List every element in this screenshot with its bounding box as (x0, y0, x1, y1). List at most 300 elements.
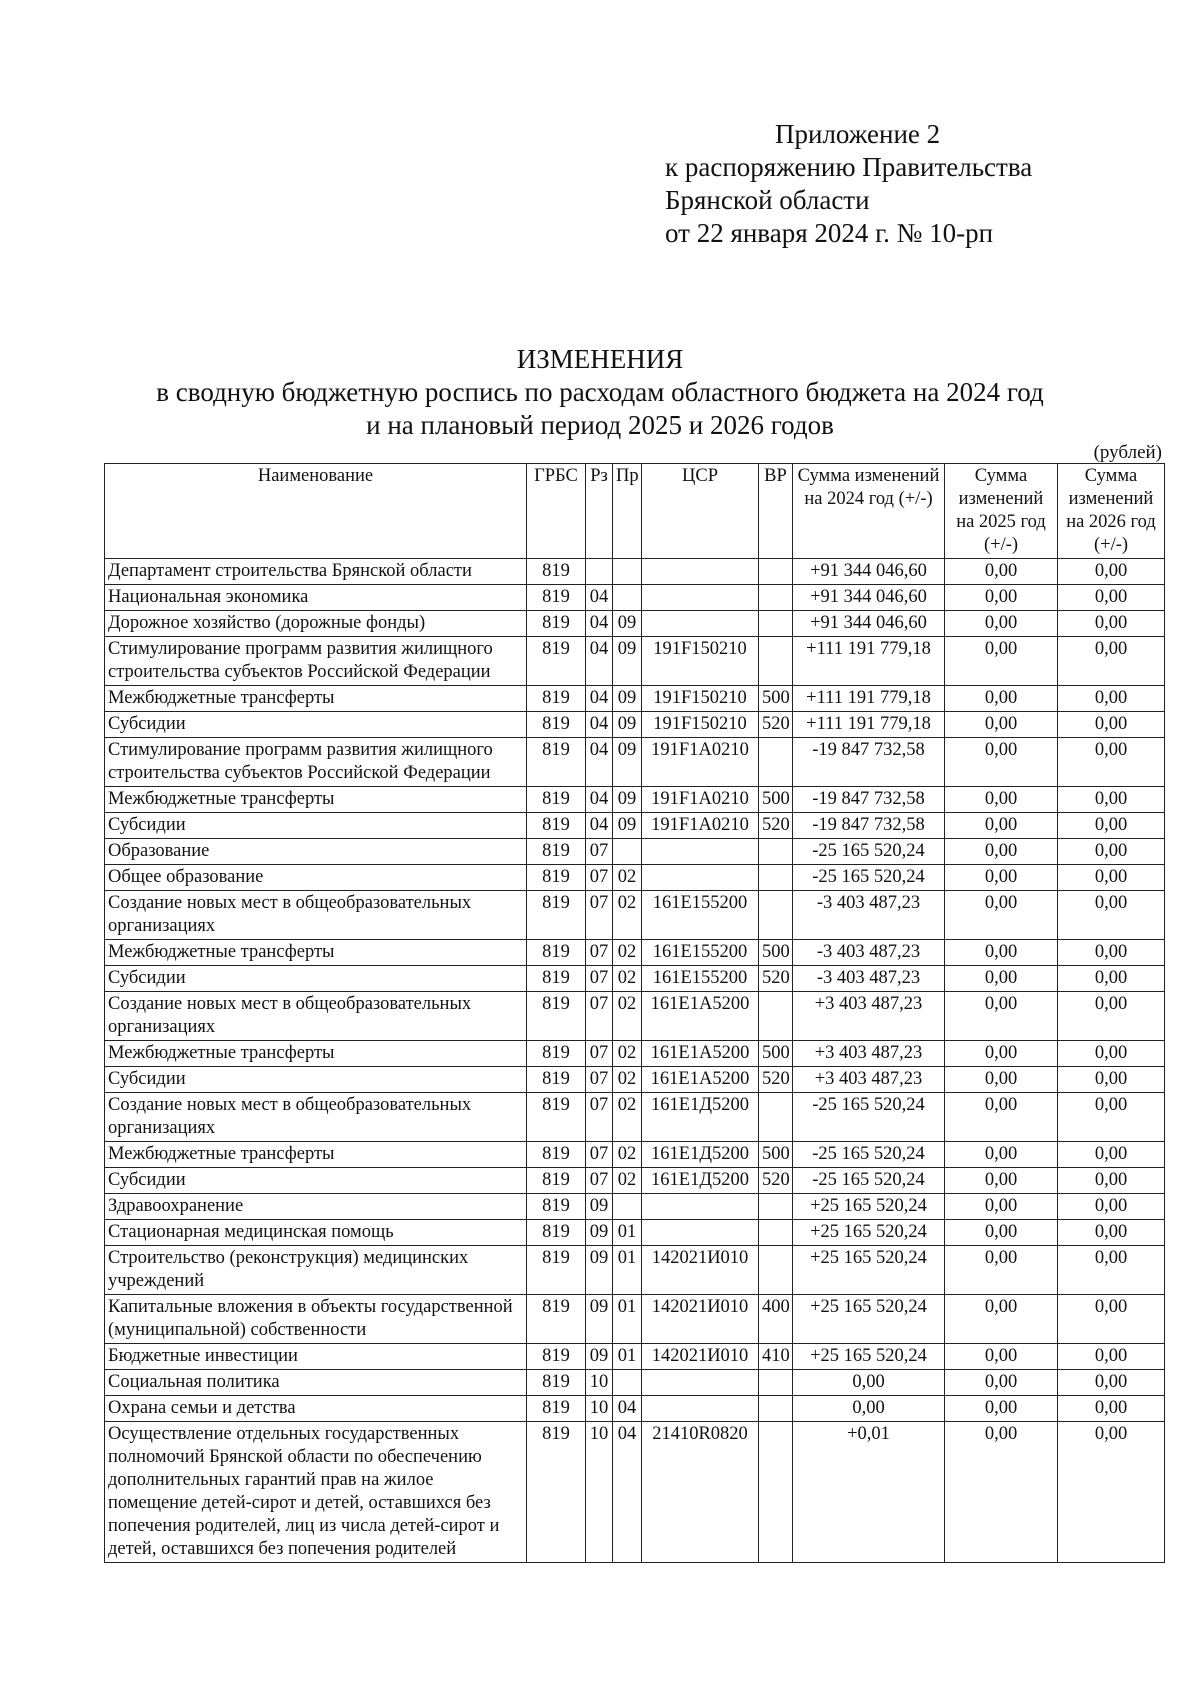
cell-vr: 400 (759, 1295, 793, 1344)
cell-pr: 04 (613, 1422, 642, 1563)
cell-sum-2026: 0,00 (1058, 813, 1165, 839)
cell-grbs: 819 (527, 686, 586, 712)
cell-sum-2025: 0,00 (945, 966, 1058, 992)
cell-name: Субсидии (105, 1067, 527, 1093)
appendix-date-number: от 22 января 2024 г. № 10-рп (665, 218, 994, 248)
cell-sum-2024: -3 403 487,23 (793, 891, 945, 940)
cell-name: Субсидии (105, 1168, 527, 1194)
cell-vr: 520 (759, 813, 793, 839)
cell-pr: 01 (613, 1344, 642, 1370)
table-row (105, 1422, 1165, 1563)
cell-sum-2026: 0,00 (1058, 1093, 1165, 1142)
cell-sum-2024: -25 165 520,24 (793, 865, 945, 891)
cell-grbs: 819 (527, 940, 586, 966)
cell-vr (759, 1370, 793, 1396)
cell-rz (586, 559, 613, 585)
cell-vr (759, 738, 793, 787)
cell-sum-2026: 0,00 (1058, 865, 1165, 891)
title-line-2: в сводную бюджетную роспись по расходам областного бюджета на 2024 год (156, 377, 1044, 407)
cell-sum-2025: 0,00 (945, 1396, 1058, 1422)
cell-pr: 09 (613, 686, 642, 712)
cell-name: Субсидии (105, 712, 527, 738)
cell-sum-2025: 0,00 (945, 1041, 1058, 1067)
cell-sum-2025: 0,00 (945, 559, 1058, 585)
col-header-rz: Рз (586, 464, 613, 559)
cell-grbs: 819 (527, 1194, 586, 1220)
cell-grbs: 819 (527, 1344, 586, 1370)
cell-name: Дорожное хозяйство (дорожные фонды) (105, 611, 527, 637)
cell-pr (613, 1370, 642, 1396)
cell-sum-2025: 0,00 (945, 940, 1058, 966)
cell-csr: 161E1A5200 (642, 992, 759, 1041)
cell-sum-2024: +111 191 779,18 (793, 712, 945, 738)
cell-sum-2026: 0,00 (1058, 1041, 1165, 1067)
cell-name: Стимулирование программ развития жилищного строительства субъектов Российской Федерации (105, 738, 527, 787)
cell-pr: 09 (613, 787, 642, 813)
cell-vr: 500 (759, 686, 793, 712)
cell-sum-2024: -25 165 520,24 (793, 1142, 945, 1168)
cell-name: Межбюджетные трансферты (105, 787, 527, 813)
cell-pr: 02 (613, 992, 642, 1041)
cell-pr: 02 (613, 1041, 642, 1067)
cell-rz: 07 (586, 891, 613, 940)
cell-rz: 04 (586, 585, 613, 611)
cell-rz: 09 (586, 1220, 613, 1246)
cell-sum-2024: 0,00 (793, 1370, 945, 1396)
cell-pr: 02 (613, 966, 642, 992)
cell-sum-2025: 0,00 (945, 891, 1058, 940)
cell-sum-2024: -25 165 520,24 (793, 839, 945, 865)
table-row (105, 585, 1165, 611)
cell-sum-2026: 0,00 (1058, 1067, 1165, 1093)
cell-sum-2025: 0,00 (945, 1168, 1058, 1194)
cell-pr: 01 (613, 1295, 642, 1344)
cell-vr: 410 (759, 1344, 793, 1370)
cell-pr: 04 (613, 1396, 642, 1422)
cell-name: Стимулирование программ развития жилищного строительства субъектов Российской Федерации (105, 637, 527, 686)
cell-sum-2024: +3 403 487,23 (793, 1067, 945, 1093)
cell-csr: 161E155200 (642, 891, 759, 940)
cell-name: Социальная политика (105, 1370, 527, 1396)
cell-sum-2026: 0,00 (1058, 1246, 1165, 1295)
cell-sum-2024: +91 344 046,60 (793, 585, 945, 611)
cell-name: Межбюджетные трансферты (105, 940, 527, 966)
cell-sum-2024: +25 165 520,24 (793, 1220, 945, 1246)
title-line-3: и на плановый период 2025 и 2026 годов (366, 410, 834, 440)
cell-name: Национальная экономика (105, 585, 527, 611)
cell-sum-2025: 0,00 (945, 992, 1058, 1041)
cell-pr: 02 (613, 1142, 642, 1168)
cell-sum-2025: 0,00 (945, 585, 1058, 611)
cell-name: Создание новых мест в общеобразовательных организациях (105, 1093, 527, 1142)
cell-rz: 07 (586, 966, 613, 992)
cell-grbs: 819 (527, 1041, 586, 1067)
cell-sum-2024: +91 344 046,60 (793, 611, 945, 637)
cell-csr (642, 839, 759, 865)
cell-vr (759, 1220, 793, 1246)
cell-pr (613, 1194, 642, 1220)
table-row (105, 559, 1165, 585)
table-row (105, 1067, 1165, 1093)
cell-sum-2026: 0,00 (1058, 738, 1165, 787)
cell-name: Здравоохранение (105, 1194, 527, 1220)
cell-csr: 161E1Д5200 (642, 1168, 759, 1194)
cell-sum-2026: 0,00 (1058, 1396, 1165, 1422)
table-row (105, 1246, 1165, 1295)
cell-name: Создание новых мест в общеобразовательных организациях (105, 992, 527, 1041)
appendix-region: Брянской области (665, 185, 870, 215)
cell-csr (642, 1396, 759, 1422)
cell-sum-2024: -19 847 732,58 (793, 787, 945, 813)
cell-grbs: 819 (527, 1093, 586, 1142)
cell-name: Межбюджетные трансферты (105, 1142, 527, 1168)
cell-name: Субсидии (105, 966, 527, 992)
table-row (105, 865, 1165, 891)
col-header-vr: ВР (759, 464, 793, 559)
cell-sum-2024: +3 403 487,23 (793, 1041, 945, 1067)
table-row (105, 637, 1165, 686)
cell-sum-2026: 0,00 (1058, 1220, 1165, 1246)
cell-sum-2025: 0,00 (945, 611, 1058, 637)
cell-pr: 02 (613, 940, 642, 966)
cell-sum-2026: 0,00 (1058, 611, 1165, 637)
cell-vr: 520 (759, 1067, 793, 1093)
cell-grbs: 819 (527, 865, 586, 891)
cell-pr: 02 (613, 1067, 642, 1093)
cell-sum-2026: 0,00 (1058, 787, 1165, 813)
cell-csr: 191F1A0210 (642, 738, 759, 787)
cell-rz: 09 (586, 1344, 613, 1370)
table-row (105, 1220, 1165, 1246)
cell-vr (759, 992, 793, 1041)
cell-sum-2025: 0,00 (945, 1295, 1058, 1344)
cell-sum-2026: 0,00 (1058, 839, 1165, 865)
cell-vr (759, 1246, 793, 1295)
cell-sum-2024: -19 847 732,58 (793, 738, 945, 787)
cell-sum-2025: 0,00 (945, 686, 1058, 712)
cell-vr (759, 1422, 793, 1563)
table-row (105, 1344, 1165, 1370)
cell-sum-2025: 0,00 (945, 813, 1058, 839)
cell-rz: 07 (586, 865, 613, 891)
budget-changes-table (104, 463, 1165, 1563)
cell-name: Департамент строительства Брянской области (105, 559, 527, 585)
cell-pr: 09 (613, 813, 642, 839)
cell-rz: 04 (586, 637, 613, 686)
cell-sum-2026: 0,00 (1058, 1422, 1165, 1563)
cell-pr: 01 (613, 1220, 642, 1246)
cell-csr: 161E1A5200 (642, 1067, 759, 1093)
cell-vr: 500 (759, 940, 793, 966)
cell-sum-2026: 0,00 (1058, 712, 1165, 738)
table-row (105, 1041, 1165, 1067)
cell-grbs: 819 (527, 637, 586, 686)
cell-name: Осуществление отдельных государственных полномочий Брянской области по обеспечению дополнительных гарантий прав на жилое помещение детей-сирот и детей, оставшихся без попечения родителей, лиц из числа детей-сирот и детей, оставшихся без попечения родителей (105, 1422, 527, 1563)
table-row (105, 1396, 1165, 1422)
table-body (105, 559, 1165, 1563)
cell-sum-2026: 0,00 (1058, 891, 1165, 940)
cell-vr: 500 (759, 787, 793, 813)
cell-pr (613, 559, 642, 585)
cell-sum-2025: 0,00 (945, 1194, 1058, 1220)
table-row (105, 1142, 1165, 1168)
cell-name: Субсидии (105, 813, 527, 839)
cell-grbs: 819 (527, 611, 586, 637)
cell-grbs: 819 (527, 813, 586, 839)
cell-rz: 09 (586, 1194, 613, 1220)
cell-sum-2026: 0,00 (1058, 1168, 1165, 1194)
cell-sum-2026: 0,00 (1058, 1370, 1165, 1396)
table-row (105, 813, 1165, 839)
table-row (105, 966, 1165, 992)
cell-sum-2026: 0,00 (1058, 1344, 1165, 1370)
col-header-name: Наименование (105, 464, 527, 559)
cell-sum-2025: 0,00 (945, 865, 1058, 891)
cell-grbs: 819 (527, 1370, 586, 1396)
cell-vr (759, 1194, 793, 1220)
cell-csr (642, 1194, 759, 1220)
col-header-sum-2024: Сумма изменений на 2024 год (+/-) (793, 464, 945, 559)
table-row (105, 992, 1165, 1041)
table-row (105, 1295, 1165, 1344)
cell-grbs: 819 (527, 712, 586, 738)
cell-sum-2025: 0,00 (945, 738, 1058, 787)
table-row (105, 940, 1165, 966)
cell-csr: 142021И010 (642, 1344, 759, 1370)
cell-grbs: 819 (527, 1396, 586, 1422)
table-row (105, 738, 1165, 787)
cell-vr (759, 611, 793, 637)
cell-pr (613, 585, 642, 611)
cell-pr: 02 (613, 891, 642, 940)
cell-vr (759, 559, 793, 585)
cell-pr: 02 (613, 1093, 642, 1142)
cell-csr: 191F150210 (642, 686, 759, 712)
col-header-grbs: ГРБС (527, 464, 586, 559)
cell-rz: 07 (586, 1093, 613, 1142)
cell-sum-2025: 0,00 (945, 712, 1058, 738)
cell-sum-2025: 0,00 (945, 1067, 1058, 1093)
cell-grbs: 819 (527, 891, 586, 940)
cell-grbs: 819 (527, 1142, 586, 1168)
table-row (105, 1194, 1165, 1220)
cell-pr: 09 (613, 637, 642, 686)
cell-vr: 500 (759, 1041, 793, 1067)
cell-sum-2024: +3 403 487,23 (793, 992, 945, 1041)
col-header-sum-2026: Сумма изменений на 2026 год (+/-) (1058, 464, 1165, 559)
cell-csr: 191F150210 (642, 712, 759, 738)
cell-grbs: 819 (527, 559, 586, 585)
cell-pr: 09 (613, 611, 642, 637)
cell-sum-2025: 0,00 (945, 1093, 1058, 1142)
cell-rz: 10 (586, 1422, 613, 1563)
cell-grbs: 819 (527, 1067, 586, 1093)
cell-sum-2024: 0,00 (793, 1396, 945, 1422)
units-label: (рублей) (1093, 442, 1162, 463)
table-row (105, 611, 1165, 637)
table-row (105, 891, 1165, 940)
cell-vr: 520 (759, 966, 793, 992)
cell-sum-2024: +25 165 520,24 (793, 1194, 945, 1220)
cell-csr: 142021И010 (642, 1246, 759, 1295)
table-row (105, 1168, 1165, 1194)
col-header-pr: Пр (613, 464, 642, 559)
cell-vr: 520 (759, 712, 793, 738)
cell-sum-2024: +25 165 520,24 (793, 1246, 945, 1295)
cell-grbs: 819 (527, 992, 586, 1041)
cell-rz: 04 (586, 813, 613, 839)
cell-sum-2024: -19 847 732,58 (793, 813, 945, 839)
cell-csr (642, 865, 759, 891)
cell-rz: 04 (586, 686, 613, 712)
cell-sum-2025: 0,00 (945, 787, 1058, 813)
cell-name: Охрана семьи и детства (105, 1396, 527, 1422)
cell-name: Общее образование (105, 865, 527, 891)
document-title (0, 343, 1200, 442)
col-header-csr: ЦСР (642, 464, 759, 559)
cell-csr: 161E155200 (642, 966, 759, 992)
cell-rz: 07 (586, 1041, 613, 1067)
cell-name: Межбюджетные трансферты (105, 1041, 527, 1067)
cell-grbs: 819 (527, 787, 586, 813)
cell-sum-2025: 0,00 (945, 1344, 1058, 1370)
cell-grbs: 819 (527, 738, 586, 787)
cell-csr (642, 1370, 759, 1396)
cell-rz: 04 (586, 738, 613, 787)
cell-name: Создание новых мест в общеобразовательных организациях (105, 891, 527, 940)
table-row (105, 839, 1165, 865)
cell-name: Бюджетные инвестиции (105, 1344, 527, 1370)
cell-rz: 10 (586, 1396, 613, 1422)
cell-pr: 02 (613, 865, 642, 891)
cell-name: Образование (105, 839, 527, 865)
cell-sum-2024: +0,01 (793, 1422, 945, 1563)
table-row (105, 1093, 1165, 1142)
cell-csr: 191F1A0210 (642, 813, 759, 839)
cell-csr (642, 585, 759, 611)
cell-sum-2025: 0,00 (945, 839, 1058, 865)
cell-rz: 07 (586, 839, 613, 865)
cell-csr: 21410R0820 (642, 1422, 759, 1563)
cell-grbs: 819 (527, 839, 586, 865)
cell-grbs: 819 (527, 1168, 586, 1194)
cell-rz: 10 (586, 1370, 613, 1396)
cell-name: Строительство (реконструкция) медицинских учреждений (105, 1246, 527, 1295)
cell-vr (759, 891, 793, 940)
cell-rz: 04 (586, 611, 613, 637)
cell-sum-2024: -3 403 487,23 (793, 940, 945, 966)
cell-csr: 161E1Д5200 (642, 1093, 759, 1142)
table-row (105, 787, 1165, 813)
cell-vr (759, 1396, 793, 1422)
appendix-order-ref: к распоряжению Правительства (665, 152, 1033, 182)
cell-pr: 02 (613, 1168, 642, 1194)
cell-vr (759, 1093, 793, 1142)
cell-vr: 500 (759, 1142, 793, 1168)
table-row (105, 1370, 1165, 1396)
cell-sum-2026: 0,00 (1058, 966, 1165, 992)
cell-sum-2025: 0,00 (945, 1246, 1058, 1295)
cell-vr (759, 865, 793, 891)
cell-sum-2024: +111 191 779,18 (793, 637, 945, 686)
cell-sum-2024: -3 403 487,23 (793, 966, 945, 992)
cell-csr (642, 559, 759, 585)
cell-sum-2026: 0,00 (1058, 992, 1165, 1041)
appendix-number: Приложение 2 (775, 119, 941, 149)
cell-sum-2025: 0,00 (945, 1422, 1058, 1563)
cell-sum-2025: 0,00 (945, 637, 1058, 686)
cell-csr: 161E1Д5200 (642, 1142, 759, 1168)
cell-sum-2024: -25 165 520,24 (793, 1168, 945, 1194)
cell-sum-2024: +25 165 520,24 (793, 1344, 945, 1370)
cell-sum-2026: 0,00 (1058, 686, 1165, 712)
cell-rz: 07 (586, 992, 613, 1041)
cell-sum-2026: 0,00 (1058, 940, 1165, 966)
cell-vr (759, 637, 793, 686)
cell-csr: 191F150210 (642, 637, 759, 686)
cell-sum-2026: 0,00 (1058, 585, 1165, 611)
cell-grbs: 819 (527, 585, 586, 611)
cell-csr: 161E1A5200 (642, 1041, 759, 1067)
cell-rz: 04 (586, 787, 613, 813)
cell-grbs: 819 (527, 1422, 586, 1563)
cell-grbs: 819 (527, 1220, 586, 1246)
cell-csr: 142021И010 (642, 1295, 759, 1344)
cell-rz: 07 (586, 1168, 613, 1194)
cell-pr (613, 839, 642, 865)
cell-csr: 161E155200 (642, 940, 759, 966)
cell-vr (759, 585, 793, 611)
cell-grbs: 819 (527, 1246, 586, 1295)
cell-rz: 07 (586, 940, 613, 966)
cell-sum-2026: 0,00 (1058, 1295, 1165, 1344)
cell-rz: 07 (586, 1067, 613, 1093)
cell-rz: 09 (586, 1295, 613, 1344)
cell-sum-2025: 0,00 (945, 1370, 1058, 1396)
cell-rz: 04 (586, 712, 613, 738)
cell-sum-2026: 0,00 (1058, 1194, 1165, 1220)
cell-name: Стационарная медицинская помощь (105, 1220, 527, 1246)
cell-grbs: 819 (527, 1295, 586, 1344)
cell-sum-2026: 0,00 (1058, 1142, 1165, 1168)
cell-csr: 191F1A0210 (642, 787, 759, 813)
cell-sum-2025: 0,00 (945, 1220, 1058, 1246)
cell-sum-2026: 0,00 (1058, 637, 1165, 686)
cell-sum-2025: 0,00 (945, 1142, 1058, 1168)
cell-csr (642, 611, 759, 637)
table-row (105, 686, 1165, 712)
cell-rz: 09 (586, 1246, 613, 1295)
cell-pr: 09 (613, 738, 642, 787)
cell-vr: 520 (759, 1168, 793, 1194)
cell-sum-2024: +25 165 520,24 (793, 1295, 945, 1344)
cell-rz: 07 (586, 1142, 613, 1168)
cell-csr (642, 1220, 759, 1246)
cell-vr (759, 839, 793, 865)
cell-sum-2024: +111 191 779,18 (793, 686, 945, 712)
cell-name: Межбюджетные трансферты (105, 686, 527, 712)
cell-sum-2024: -25 165 520,24 (793, 1093, 945, 1142)
cell-sum-2024: +91 344 046,60 (793, 559, 945, 585)
table-row (105, 712, 1165, 738)
table-header-row (105, 464, 1165, 559)
cell-grbs: 819 (527, 966, 586, 992)
title-heading: ИЗМЕНЕНИЯ (516, 344, 684, 374)
cell-sum-2026: 0,00 (1058, 559, 1165, 585)
col-header-sum-2025: Сумма изменений на 2025 год (+/-) (945, 464, 1058, 559)
cell-name: Капитальные вложения в объекты государственной (муниципальной) собственности (105, 1295, 527, 1344)
cell-pr: 01 (613, 1246, 642, 1295)
